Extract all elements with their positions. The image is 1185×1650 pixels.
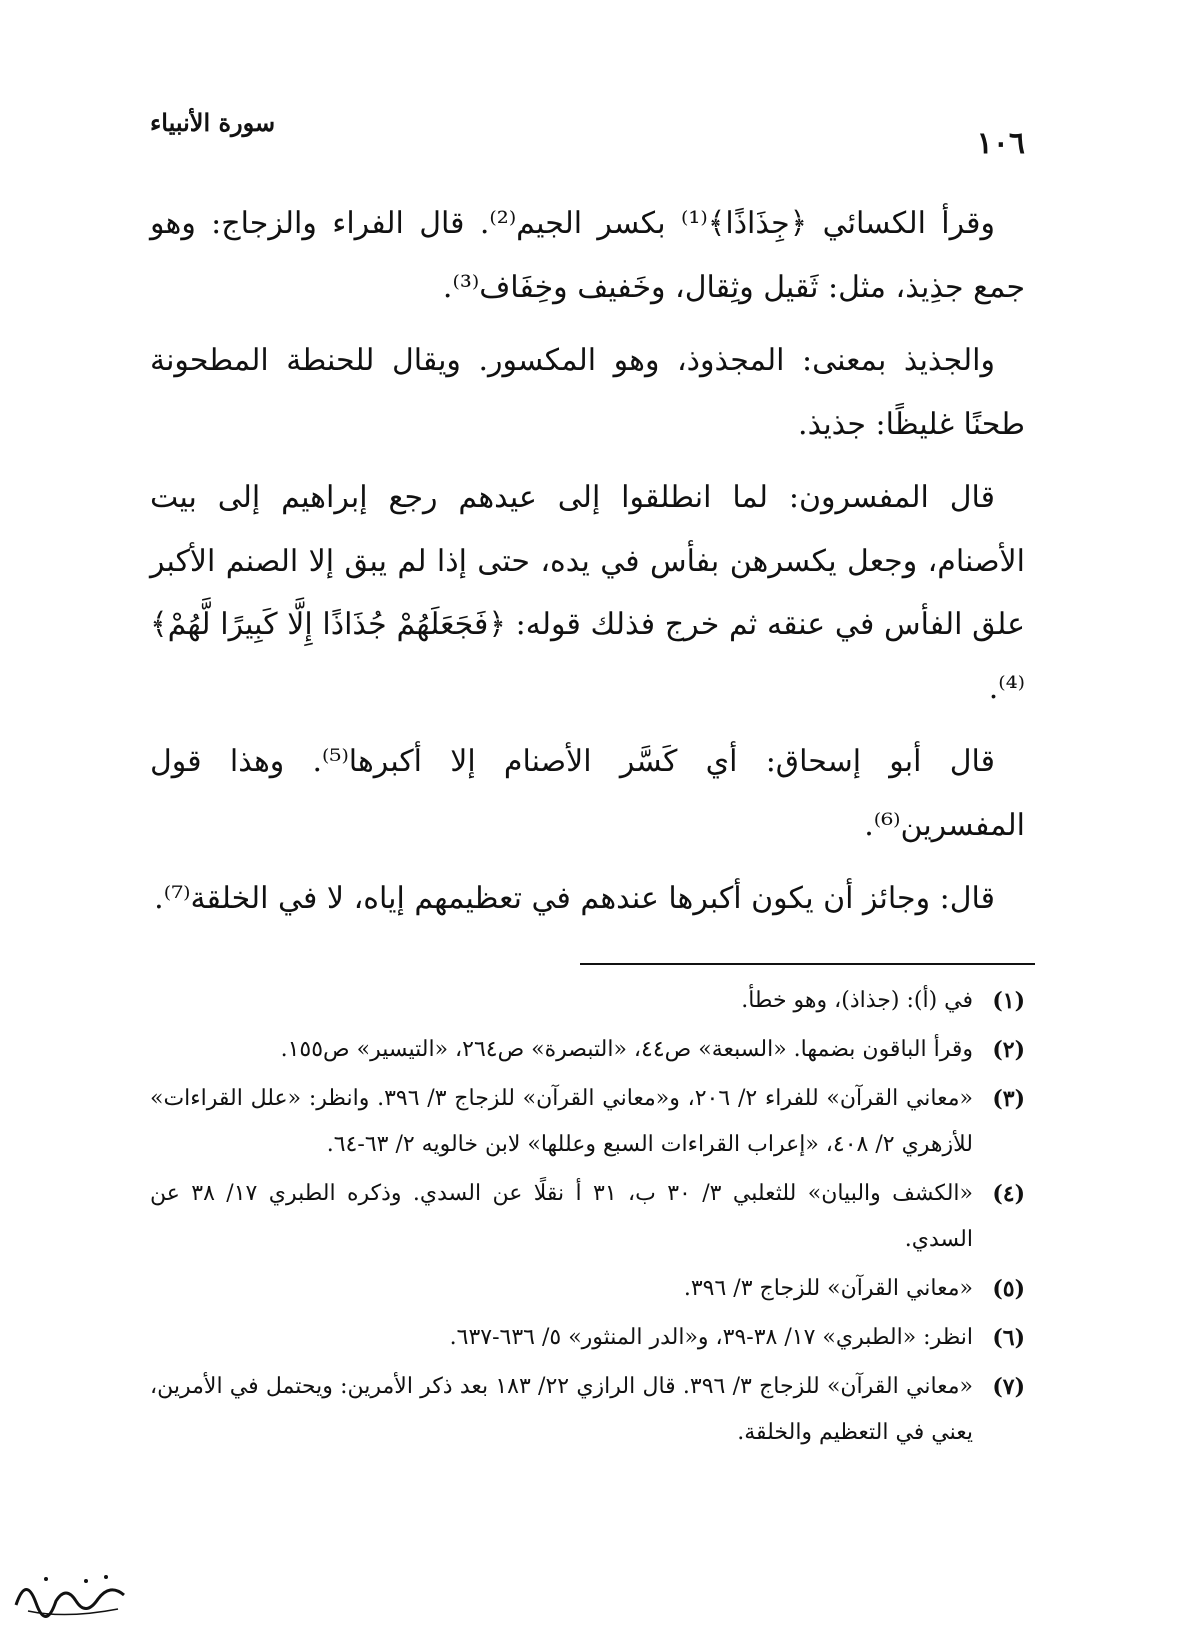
page-header xyxy=(150,108,1025,161)
paragraph: قال: وجائز أن يكون أكبرها عندهم في تعظيمهم إياه، لا في الخلقة⁽⁷⁾. xyxy=(154,881,995,916)
footnote-number: (٦) xyxy=(992,1325,1025,1351)
footnote-number: (٣) xyxy=(992,1086,1025,1112)
footnote-text: «الكشف والبيان» للثعلبي ٣/ ٣٠ ب، ٣١ أ نقلًا عن السدي. وذكره الطبري ١٧/ ٣٨ عن السدي. xyxy=(150,1181,973,1252)
footnote-text: «معاني القرآن» للزجاج ٣/ ٣٩٦. قال الرازي ٢٢/ ١٨٣ بعد ذكر الأمرين: ويحتمل في الأمرين، يعني في التعظيم والخلقة. xyxy=(150,1374,974,1445)
page-number: ١٠٦ xyxy=(976,126,1025,161)
footnote xyxy=(150,1364,1025,1456)
footnote xyxy=(150,1315,1025,1361)
footnote-number: (٤) xyxy=(992,1181,1025,1207)
footnote-text: «معاني القرآن» للفراء ٢/ ٢٠٦، و«معاني القرآن» للزجاج ٣/ ٣٩٦. وانظر: «علل القراءات» للأزهري ٢/ ٤٠٨، «إعراب القراءات السبع وعللها» لابن خالويه ٢/ ٦٣-٦٤. xyxy=(150,1086,973,1157)
footnotes xyxy=(150,978,1025,1459)
paragraph: قال المفسرون: لما انطلقوا إلى عيدهم رجع إبراهيم إلى بيت الأصنام، وجعل يكسرهن بفأس في يده، حتى إذا لم يبق إلا الصنم الأكبر علق الفأس في عنقه ثم خرج فذلك قوله: ﴿فَجَعَلَهُمْ جُذَاذًا إِلَّا كَبِيرًا لَّهُمْ﴾⁽⁴⁾. xyxy=(150,480,1025,706)
paragraph: والجذيذ بمعنى: المجذوذ، وهو المكسور. ويقال للحنطة المطحونة طحنًا غليظًا: جذيذ. xyxy=(150,343,1025,442)
surah-title: سورة الأنبياء xyxy=(150,108,276,137)
paragraph: قال أبو إسحاق: أي كَسَّر الأصنام إلا أكبرها⁽⁵⁾. وهذا قول المفسرين⁽⁶⁾. xyxy=(150,744,1025,843)
footnote xyxy=(150,1266,1025,1312)
paragraph: وقرأ الكسائي ﴿جِذَاذًا﴾⁽¹⁾ بكسر الجيم⁽²⁾. قال الفراء والزجاج: وهو جمع جذِيذ، مثل: ثَقيل وثِقال، وخَفيف وخِفَاف⁽³⁾. xyxy=(150,206,1025,305)
footnote-text: وقرأ الباقون بضمها. «السبعة» ص٤٤، «التبصرة» ص٢٦٤، «التيسير» ص١٥٥. xyxy=(280,1037,973,1062)
footnote-number: (٥) xyxy=(992,1276,1025,1302)
main-text xyxy=(150,192,1025,941)
footnote-text: «معاني القرآن» للزجاج ٣/ ٣٩٦. xyxy=(683,1276,973,1301)
publisher-logo xyxy=(6,1565,136,1625)
footnote xyxy=(150,1171,1025,1263)
footnote xyxy=(150,978,1025,1024)
footnote xyxy=(150,1027,1025,1073)
footnote-text: في (أ): (جذاذ)، وهو خطأ. xyxy=(741,988,973,1013)
footnote-divider xyxy=(580,963,1035,965)
footnote-number: (١) xyxy=(992,988,1025,1014)
footnote xyxy=(150,1076,1025,1168)
footnote-number: (٧) xyxy=(992,1374,1025,1400)
footnote-number: (٢) xyxy=(992,1037,1025,1063)
footnote-text: انظر: «الطبري» ١٧/ ٣٨-٣٩، و«الدر المنثور» ٥/ ٦٣٦-٦٣٧. xyxy=(449,1325,973,1350)
